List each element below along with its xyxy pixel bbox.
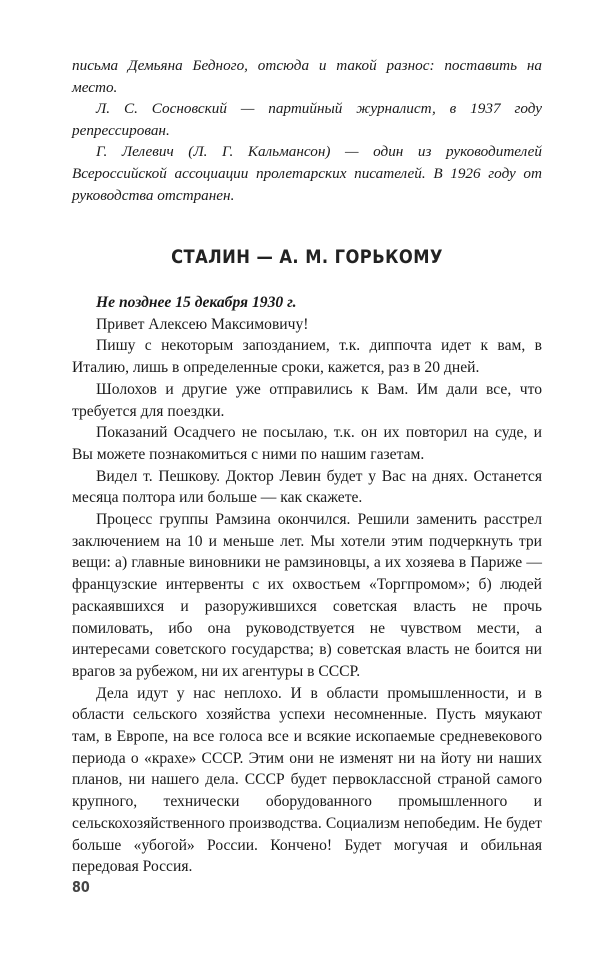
note-sosnovsky: Л. С. Сосновский — партийный журналист, в 1937 году репрессирован. (72, 100, 542, 139)
letter-paragraph: Показаний Осадчего не посылаю, т.к. он их повторил на суде, и Вы можете познакомиться с ними по нашим газетам. (72, 424, 542, 463)
letter-paragraph: Шолохов и другие уже отправились к Вам. Им дали все, что требуется для поездки. (72, 380, 542, 420)
letter-paragraph: Видел т. Пешкову. Доктор Левин будет у Вас на днях. Останется месяца полтора или больше — как скажете. (72, 467, 542, 507)
letter-body (72, 292, 542, 878)
letter-paragraph: Пишу с некоторым запозданием, т.к. диппочта идет к вам, в Италию, лишь в определенные сроки, кажется, раз в 20 дней. (72, 337, 542, 377)
footnotes-block (72, 55, 542, 206)
letter-paragraph: Процесс группы Рамзина окончился. Решили заменить расстрел заключением на 10 и меньше лет. Мы хотели этим подчеркнуть три вещи: а) главные виновники не рамзиновцы, а их хозяева в Париже — французские интервенты с их охвостьем «Торгпромом»; б) людей раскаявшихся и разоружившихся советская власть не прочь помиловать, ибо она руководствуется не чувством мести, а интересами советского государства; в) советская власть не боится ни врагов за рубежом, ни их агентуры в СССР. (72, 511, 542, 680)
letter-greeting: Привет Алексею Максимовичу! (96, 315, 309, 333)
letter-date: Не позднее 15 декабря 1930 г. (96, 294, 297, 311)
page-number: 80 (72, 878, 90, 896)
note-lelevich: Г. Лелевич (Л. Г. Кальмансон) — один из руководителей Всероссийской ассоциации пролетарских писателей. В 1926 году от руководства отстранен. (72, 143, 542, 204)
letter-paragraph: Дела идут у нас неплохо. И в области промышленности, и в области сельского хозяйства успехи несомненные. Пусть мяукают там, в Европе, на все голоса все и всякие ископаемые средневекового периода о «крахе» СССР. Этим они не изменят ни на йоту ни наших планов, ни нашего дела. СССР будет первоклассной страной самого крупного, технически оборудованного промышленного и сельскохозяйственного производства. Социализм непобедим. Не будет больше «убогой» России. Кончено! Будет могучая и обильная передовая Россия. (72, 684, 542, 876)
note-continuation: письма Демьяна Бедного, отсюда и такой разнос: поставить на место. (72, 57, 542, 96)
section-heading: СТАЛИН — А. М. ГОРЬКОМУ (171, 246, 443, 268)
